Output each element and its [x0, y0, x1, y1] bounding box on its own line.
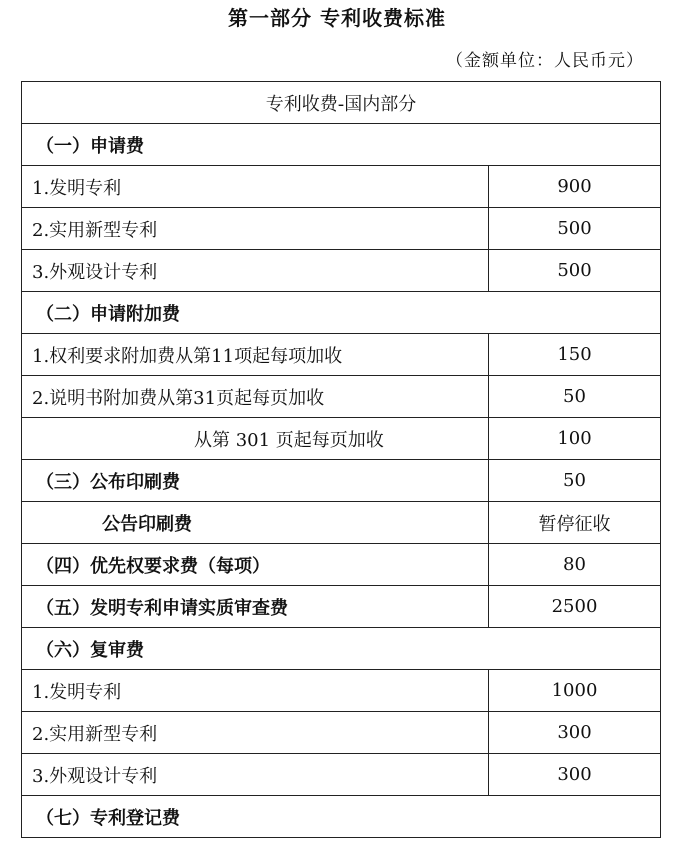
table-row	[22, 334, 661, 376]
item-amount: 500	[489, 250, 661, 292]
unit-note: （金额单位：人民币元）	[446, 51, 644, 71]
item-label: 3.外观设计专利	[22, 754, 489, 796]
section-title: （一）申请费	[22, 124, 661, 166]
item-label: 3.外观设计专利	[22, 250, 489, 292]
item-amount: 100	[489, 418, 661, 460]
item-label: 2.说明书附加费从第31页起每页加收	[22, 376, 489, 418]
item-amount: 300	[489, 712, 661, 754]
table-header-row	[22, 82, 661, 124]
table-row	[22, 166, 661, 208]
section-row-examination-fee	[22, 586, 661, 628]
table-row	[22, 712, 661, 754]
table-row	[22, 376, 661, 418]
section-row-registration-fee	[22, 796, 661, 838]
item-label: 2.实用新型专利	[22, 208, 489, 250]
table-row	[22, 502, 661, 544]
item-label: 1.发明专利	[22, 670, 489, 712]
section-amount: 2500	[489, 586, 661, 628]
table-row	[22, 418, 661, 460]
item-amount: 300	[489, 754, 661, 796]
section-row-additional-fee	[22, 292, 661, 334]
section-title: （三）公布印刷费	[22, 460, 489, 502]
fee-table	[21, 81, 661, 838]
table-row	[22, 754, 661, 796]
table-row	[22, 670, 661, 712]
item-label: 从第 301 页起每页加收	[22, 418, 489, 460]
item-amount: 1000	[489, 670, 661, 712]
item-amount: 900	[489, 166, 661, 208]
item-label: 1.发明专利	[22, 166, 489, 208]
item-amount: 暂停征收	[489, 502, 661, 544]
section-title: （五）发明专利申请实质审查费	[22, 586, 489, 628]
item-amount: 500	[489, 208, 661, 250]
section-title: （四）优先权要求费（每项）	[22, 544, 489, 586]
section-row-reexamination-fee	[22, 628, 661, 670]
section-row-application-fee	[22, 124, 661, 166]
item-amount: 50	[489, 376, 661, 418]
item-amount: 150	[489, 334, 661, 376]
section-amount: 80	[489, 544, 661, 586]
table-row	[22, 250, 661, 292]
item-label: 2.实用新型专利	[22, 712, 489, 754]
page-title: 第一部分 专利收费标准	[228, 6, 446, 30]
item-label: 1.权利要求附加费从第11项起每项加收	[22, 334, 489, 376]
item-label: 公告印刷费	[22, 502, 489, 544]
section-row-priority-fee	[22, 544, 661, 586]
section-title: （二）申请附加费	[22, 292, 661, 334]
section-amount: 50	[489, 460, 661, 502]
section-row-publication-fee	[22, 460, 661, 502]
section-title: （七）专利登记费	[22, 796, 661, 838]
table-header: 专利收费-国内部分	[22, 82, 661, 124]
table-row	[22, 208, 661, 250]
section-title: （六）复审费	[22, 628, 661, 670]
